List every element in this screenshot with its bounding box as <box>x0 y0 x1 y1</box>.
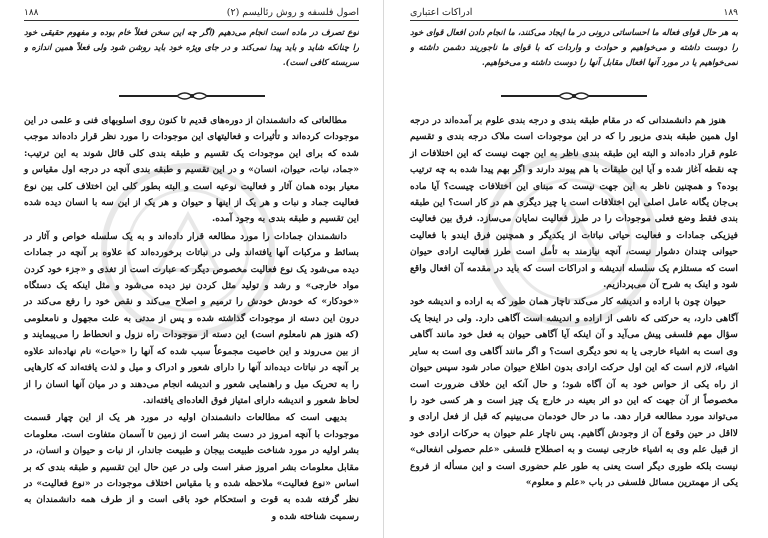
right-ornament-divider <box>410 89 738 103</box>
right-page <box>384 0 768 538</box>
left-running-title: اصول فلسفه و روش رئالیسم (۲) <box>226 7 359 18</box>
right-body-text <box>410 113 738 491</box>
left-paragraph-3: بدیهی است که مطالعات دانشمندان اولیه در مورد هر یک از این چهار قسمت موجودات با آنچه امروز در دست بشر است از زمین تا آسمان متفاوت است. معلومات بشر اولیه در مورد شناخت طبیعت بیجان و طبیعت جاندار، از نبات و حیوان و انسان، در مقابل معلومات بشر امروز صفر است ولی در عین حال این تقسیم و طبقه بندی که بر اساس «نوع فعالیت» ملاحظه شده و با مقیاس اختلاف موجودات در «نوع فعالیت» در نظر گرفته شده به قوت و استحکام خود باقی است و از طرف همه دانشمندان به رسمیت شناخته شده و <box>24 412 359 522</box>
left-body-text <box>24 113 359 525</box>
right-footnote: به هر حال قوای فعاله ما احساساتی درونی در ما ایجاد می‌کنند، ما انجام دادن افعال قوای خود را دوست داشته و می‌خواهیم و حوادث و واردات که با قوای ما ناجوریند دشمن داشته و نمی‌خواهیم یا در مورد آنها افعال مقابل آنها را دوست داشته و می‌خواهیم. <box>410 27 738 67</box>
right-paragraph-1: هنوز هم دانشمندانی که در مقام طبقه بندی و درجه بندی علوم بر آمده‌اند در درجه اول همین طبقه بندی مزبور را که در این موجودات است ملاک درجه بندی و تقسیم علوم قرار داده‌اند و البته این طبقه بندی ناظر به این جهت نیست که این اختلافات از چه نقطه آغاز شده و آیا این طبقات با هم پیوند دارند و اگر بهم پیدا شده به چه ترتیب بوده؟ و همچنین ناظر به این جهت نیست که مبنای این اختلافات چیست؟ آیا ماده بی‌جان یگانه عامل اصلی این اختلافات است یا چیز دیگری هم در کار است؟ این طبقه بندی فقط وضع فعلی موجودات را در طرز فعالیت نمایان می‌سازد. فرق بین فعالیت فیزیکی جمادات و فعالیت حیاتی نباتات از یکدیگر و همچنین فرق ایندو با فعالیت حیوانی چندان دشوار نیست، آنچه نیازمند به تأمل است طرز فعالیت ارادی حیوان است که مستلزم یک سلسله اندیشه و ادراکات است که باید در مقدمه آن افعال واقع شود و اینک به شرح آن می‌پردازیم. <box>410 115 738 291</box>
right-page-number: ۱۸۹ <box>723 8 738 18</box>
left-page-number: ۱۸۸ <box>24 8 39 18</box>
right-running-title: ادراکات اعتباری <box>410 7 473 18</box>
left-paragraph-2: دانشمندان جمادات را مورد مطالعه قرار داده‌اند و به یک سلسله خواص و آثار در بسائط و مرکبات آنها یافته‌اند ولی در نباتات برخورده‌اند که علاوه بر آنچه در جمادات دیده می‌شود یک نوع فعالیت مخصوص دیگر که عبارت است از تغذی و «جزء خود کردن مواد خارجی» و رشد و تولید مثل کردن نیز دیده می‌شود و مثل اینکه یک دستگاه «خودکار» که خودش خودش را ترمیم و اصلاح می‌کند و نقص خود را رفع می‌کند در درون این دسته از موجودات گذاشته شده و پس از مدتی به علت مجهول و نامعلومی (که هنوز هم نامعلوم است) این دسته از موجودات راه نزول و انحطاط را می‌پیمایند و از بین می‌روند و این خاصیت مجموعاً سبب شده که آنها را «حیات» نام نهاده‌اند علاوه بر آنچه در نباتات دیده‌اند آنها را دارای شعور و ادراک و میل و لذت یافته‌اند که کارهایی را به تحریک میل و راهنمایی شعور و اندیشه انجام می‌دهند و در میان آنها انسان را از لحاظ شعور و اندیشه دارای امتیاز فوق العاده‌ای یافته‌اند. <box>24 230 359 406</box>
right-paragraph-2: حیوان چون با اراده و اندیشه کار می‌کند ناچار همان طور که به اراده و اندیشه خود آگاهی دارد، به حرکتی که ناشی از اراده و اندیشه است آگاهی دارد. ولی در اینجا یک سؤال مهم فلسفی پیش می‌آید و آن اینکه آیا آگاهی حیوان به فعل خود مانند آگاهی وی است به اشیاء خارجی یا به نحو دیگری است؟ و اگر مانند آگاهی وی است به سایر اشیاء، لازم است که این اول حرکت ارادی بدون اطلاع حیوان صادر شود سپس حیوان از راه یکی از حواس خود به آن آگاه شود؛ و حال آنکه این خلاف ضرورت است مخصوصاً از آن جهت که این دو اثر بعینه در خارج یک چیز است و هر کسی خود را می‌تواند مورد مطالعه قرار دهد. ما در حال خودمان می‌بینیم که قبل از فعل ارادی و لااقل در حین وقوع آن از وجودش آگاهیم. پس ناچار علم حیوان به حرکات ارادی خود از قبیل علم وی به اشیاء خارجی نیست و به اصطلاح فلسفی «علم حصولی انفعالی» نیست بلکه طوری دیگر است یعنی به طور علم حضوری است و این مسأله از فروع یکی از مهمترین مسائل فلسفی در باب «علم و معلوم» <box>410 296 738 488</box>
left-ornament-divider <box>24 89 359 103</box>
left-page-header <box>24 4 359 21</box>
left-footnote: نوع تصرف در ماده است انجام می‌دهیم (اگر چه این سخن فعلاً خام بوده و مفهوم حقیقی خود را چنانکه شاید و باید پیدا نمی‌کند و در جای ویژه خود باید روشن شود ولی فعلاً همین اندازه و سربسته کافی است). <box>24 27 359 67</box>
left-paragraph-1: مطالعاتی که دانشمندان از دوره‌های قدیم تا کنون روی اسلوبهای فنی و علمی در این موجودات کرده‌اند و تأثیرات و فعالیتهای این موجودات را مورد نظر قرار داده‌اند موجب شده که برای این موجودات یک تقسیم و طبقه بندی کلی قائل شوند به این ترتیب: «جماد، نبات، حیوان، انسان» و در این تقسیم و طبقه بندی آنچه در درجه اول مقیاس و معیار بوده همان آثار و فعالیت نوعیه است و البته بطور کلی این اختلاف کلی بین نوع فعالیت جماد و نبات و هر یک از اینها و حیوان و هر یک از این سه با انسان دیده شده این تقسیم و طبقه بندی به وجود آمده. <box>24 115 359 225</box>
right-page-header <box>410 4 738 21</box>
